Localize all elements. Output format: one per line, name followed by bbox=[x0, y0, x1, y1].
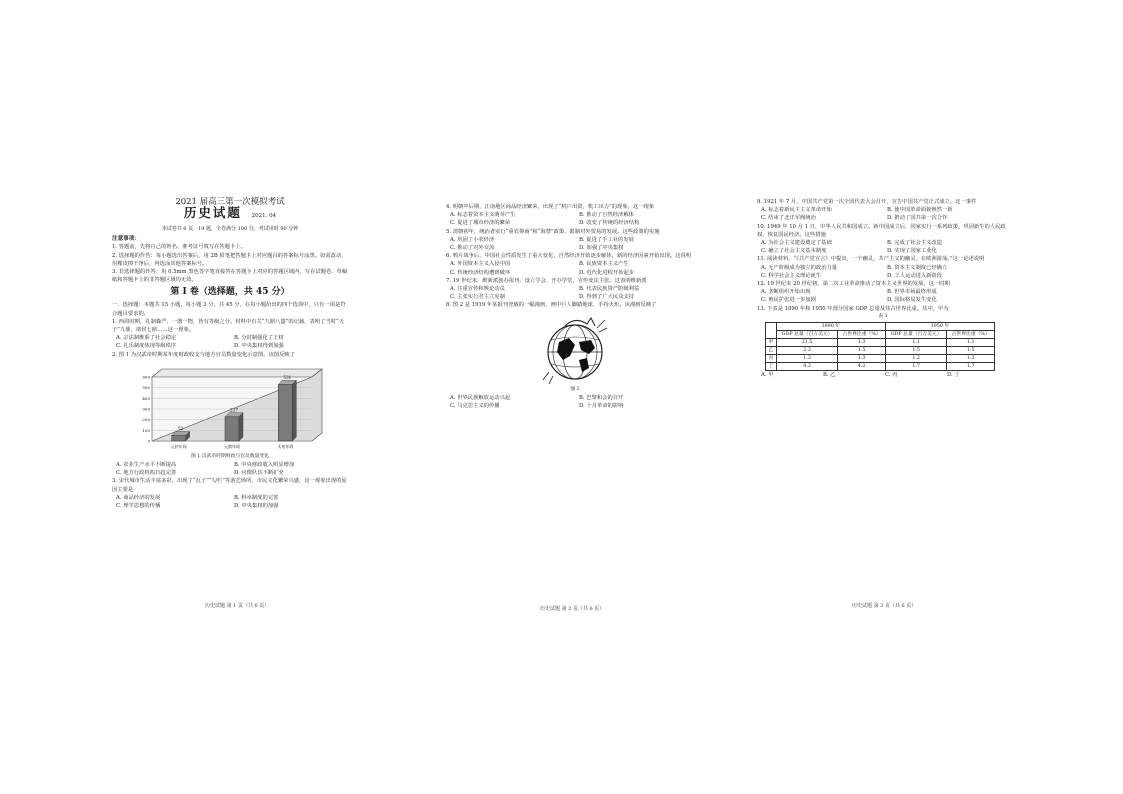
globe-cartoon bbox=[535, 312, 615, 386]
table-row bbox=[766, 347, 995, 355]
table-cell: 1.5 bbox=[885, 347, 947, 355]
chart-category-label: 元狩年间 bbox=[170, 443, 187, 449]
option: B. 资本主义制度已经确立 bbox=[887, 264, 948, 271]
question-4: 4. 明朝中后期，江南地区商品经济繁荣，出现了“机户出资，机工出力”的现象，这一现象 bbox=[446, 204, 655, 210]
table-corner bbox=[766, 323, 777, 339]
table-cell: 2.2 bbox=[776, 347, 838, 355]
option: C. 地方行政机构日趋完善 bbox=[116, 470, 177, 477]
table-cell: 1.7 bbox=[947, 363, 995, 371]
option: A. 甲 bbox=[761, 372, 774, 379]
option: B. 推动了自然经济解体 bbox=[579, 212, 634, 219]
question-12: 12. 19 世纪末 20 世纪初，第二次工业革命推动了资本主义世界的发展，这一时期 bbox=[757, 281, 950, 288]
table-row bbox=[766, 363, 995, 371]
question-13-options bbox=[761, 371, 1009, 379]
page-footer-2: 历史试题 第 2 页（共 6 页） bbox=[540, 606, 605, 612]
chart-category-label: 元鼎年间 bbox=[224, 443, 240, 449]
question-10: 10. 1949 年 10 月 1 日，中华人民共和国成立。新中国成立后，国家实行一系列政策，巩固新生的人民政权，恢复国民经济。这些措施 bbox=[757, 223, 1006, 238]
question-12-options bbox=[761, 288, 1009, 304]
option: C. 理学思想的传播 bbox=[116, 503, 161, 510]
option: D. 中央集权的加强 bbox=[234, 503, 279, 510]
option: D. 近代化进程开始起步 bbox=[579, 269, 635, 276]
question-9-options bbox=[761, 206, 1009, 222]
question-1-options bbox=[116, 334, 348, 350]
question-7-options bbox=[450, 285, 704, 301]
option: D. 十月革命的影响 bbox=[579, 403, 624, 410]
table-caption: 表 1 bbox=[878, 313, 888, 319]
question-3: 3. 宋代城市生活丰富多彩，出现了“瓦子”“勾栏”等游艺场所，市民文化繁荣兴盛，这一现象出现的原因主要是 bbox=[112, 478, 347, 493]
notice-item: 1. 答题前，先将自己的姓名、准考证号填写在答题卡上。 bbox=[112, 244, 246, 251]
option: A. 宗法制维系了社会稳定 bbox=[116, 335, 177, 342]
option: B. 完成了社会主义改造 bbox=[887, 240, 942, 247]
table-row bbox=[766, 339, 995, 347]
chart-data-label: 531 bbox=[283, 374, 292, 380]
option: A. 注重宣传和舆论动员 bbox=[450, 286, 505, 293]
question-11: 11. 阅读材料，“《共产党宣言》中提出，一个幽灵，共产主义的幽灵，在欧洲游荡。”这一论述说明 bbox=[757, 256, 985, 263]
option: C. 礼乐制度体现等级秩序 bbox=[116, 343, 177, 350]
chart-y-tick-label: 500 bbox=[142, 385, 150, 391]
option: D. 实现了国家工业化 bbox=[887, 248, 937, 255]
table-cell: 甲 bbox=[766, 339, 777, 347]
question-8-options bbox=[450, 394, 704, 410]
option: B. 促进了手工业的发展 bbox=[579, 236, 634, 243]
question-1: 1. 西周时期，礼制森严，一器一物，皆有等级之分。材料中有关“九鼎八簋”的记载，表明了当时“天子”九鼎，诸侯七鼎……这一现象。 bbox=[112, 318, 345, 334]
table-cell: 1.3 bbox=[838, 339, 886, 347]
table-cell: 4.2 bbox=[838, 363, 886, 371]
section-intro: 一、选择题：本题共 15 小题，每小题 3 分，共 45 分。在每小题给出的四个选项中，只有一项是符合题目要求的。 bbox=[112, 302, 346, 317]
chart-bar-side bbox=[292, 380, 296, 441]
bar-chart-svg bbox=[122, 361, 342, 453]
option: D. 国际格局发生变化 bbox=[887, 297, 937, 304]
table-cell: 1.7 bbox=[885, 363, 947, 371]
chart-bar-side bbox=[239, 413, 243, 441]
table-cell: 乙 bbox=[766, 347, 777, 355]
chart-y-tick-label: 400 bbox=[142, 395, 150, 401]
table-col-share: 占世界比重（%） bbox=[838, 331, 886, 339]
option: C. 传统经济结构遭到破坏 bbox=[450, 269, 511, 276]
chart-data-label: 227 bbox=[230, 407, 238, 413]
globe-banner bbox=[565, 318, 595, 326]
chart-y-tick-label: 200 bbox=[142, 417, 150, 423]
chart-y-tick-label: 300 bbox=[142, 406, 150, 412]
question-2: 2. 图 1 为汉武帝时期某年度财政收支与地方官员数量变化示意图。该图反映了 bbox=[112, 351, 295, 358]
option: D. 丁 bbox=[947, 372, 960, 379]
exam-title: 2021 届高三第一次模拟考试 bbox=[175, 197, 285, 207]
notice-item: 2. 选择题的作答：每小题选出答案后，用 2B 铅笔把答题卡上对应题目的答案标号涂黑。如需改动，用橡皮擦干净后，再选涂其他答案标号。 bbox=[112, 252, 347, 267]
option: C. 主张实行君主立宪制 bbox=[450, 294, 505, 301]
globe-flourish bbox=[597, 320, 607, 332]
table-year-1: 1890 年 bbox=[776, 323, 885, 331]
table-cell: 丁 bbox=[766, 363, 777, 371]
table-cell: 1.3 bbox=[776, 355, 838, 363]
globe-cartoon-svg bbox=[535, 312, 615, 386]
question-10-options bbox=[761, 239, 1009, 255]
chart-caption: 图 1 汉武帝时期财政与官员数量变化 bbox=[190, 453, 270, 459]
table-cell: 4.2 bbox=[776, 363, 838, 371]
option: A. 世界民族解放运动兴起 bbox=[450, 394, 511, 401]
question-3-options bbox=[116, 494, 348, 510]
table-year-2: 1950 年 bbox=[885, 323, 994, 331]
notice-item: 3. 非选择题的作答：用 0.5mm 黑色签字笔直接答在答题卡上对应的答题区域内，写在试题卷、草稿纸和答题卡上的非答题区域均无效。 bbox=[112, 269, 348, 284]
option: D. 加强了中央集权 bbox=[579, 245, 624, 252]
option: A. 商品经济的发展 bbox=[116, 494, 161, 501]
table-col-gdp: GDP 总量（百万美元） bbox=[885, 331, 947, 339]
chart-category-labels bbox=[171, 443, 294, 449]
table-col-gdp: GDP 总量（百万美元） bbox=[776, 331, 838, 339]
question-5-options bbox=[450, 236, 704, 252]
subject-title: 历史试题 bbox=[183, 205, 242, 220]
table-cell: 1.5 bbox=[838, 347, 886, 355]
option: B. 代表民族资产阶级利益 bbox=[579, 286, 640, 293]
notice-heading: 注意事项： bbox=[112, 236, 140, 243]
table-cell: 1.1 bbox=[947, 339, 995, 347]
option: A. 垄断组织开始出现 bbox=[761, 289, 811, 296]
page-footer-1: 历史试题 第 1 页（共 6 页） bbox=[205, 603, 270, 609]
table-cell: 1.2 bbox=[947, 355, 995, 363]
globe-flourish bbox=[543, 372, 553, 384]
option: A. 外国资本主义入侵中国 bbox=[450, 261, 511, 268]
option: C. 丙 bbox=[885, 372, 898, 379]
option: B. 民族资本主义产生 bbox=[579, 261, 629, 268]
option: B. 分封制强化了王权 bbox=[234, 335, 284, 342]
exam-date: 2021. 04 bbox=[251, 213, 277, 219]
option: A. 标志着资本主义萌芽产生 bbox=[450, 212, 516, 219]
table-cell: 丙 bbox=[766, 355, 777, 363]
option: A. 为社会主义建设奠定了基础 bbox=[761, 240, 832, 247]
option: B. 乙 bbox=[823, 372, 836, 379]
question-6: 6. 鸦片战争后，中国社会性质发生了重大变化，自然经济开始逐步解体，新的经济因素开始出现。这说明 bbox=[446, 253, 692, 260]
chart-bar bbox=[278, 384, 292, 441]
column-1 bbox=[112, 196, 348, 510]
option: D. 推动了国共第一次合作 bbox=[887, 215, 948, 222]
option: D. 工人运动进入新阶段 bbox=[887, 272, 943, 279]
chart-y-ticks bbox=[142, 374, 150, 443]
question-9: 9. 1921 年 7 月，中国共产党第一次全国代表大会召开，宣告中国共产党正式成立。这一事件 bbox=[757, 199, 977, 205]
bar-chart bbox=[122, 361, 342, 453]
option: A. 巩固了小农经济 bbox=[450, 236, 495, 243]
chart-y-tick-label: 100 bbox=[142, 427, 150, 433]
option: B. 巴黎和会的召开 bbox=[579, 394, 624, 401]
option: D. 得到了广大民众支持 bbox=[579, 294, 635, 301]
table-header-row bbox=[766, 323, 995, 331]
option: C. 促进了城市经济的繁荣 bbox=[450, 220, 511, 227]
column-3 bbox=[757, 198, 1009, 379]
question-8: 8. 图 2 是 1919 年某报刊登载的一幅漫画，画中巨人脚踏地球，手持火炬。该漫画反映了 bbox=[446, 302, 657, 309]
option: D. 改变了传统的经济结构 bbox=[579, 220, 640, 227]
option: C. 科学社会主义理论诞生 bbox=[761, 272, 822, 279]
question-6-options bbox=[450, 260, 704, 276]
option: C. 殖民扩张进一步加剧 bbox=[761, 297, 816, 304]
option: D. 中央集权得到加强 bbox=[234, 343, 284, 350]
question-4-options bbox=[450, 211, 704, 227]
table-cell: 1.3 bbox=[838, 355, 886, 363]
option: A. 无产阶级成为独立的政治力量 bbox=[761, 264, 838, 271]
page-footer-3: 历史试题 第 3 页（共 6 页） bbox=[852, 603, 917, 609]
chart-y-tick-label: 0 bbox=[147, 438, 150, 444]
option: B. 科举制度的完善 bbox=[234, 494, 279, 501]
table-cell: 1.2 bbox=[885, 355, 947, 363]
chart-category-label: 太初年间 bbox=[277, 443, 294, 449]
table-cell: 1.1 bbox=[885, 339, 947, 347]
table-subheader-row bbox=[766, 331, 995, 339]
option: C. 推动了对外交流 bbox=[450, 245, 495, 252]
gdp-table bbox=[765, 322, 995, 371]
question-11-options bbox=[761, 264, 1009, 280]
option: B. 世界市场最终形成 bbox=[887, 289, 937, 296]
question-5: 5. 清朝初年，统治者实行“重农抑商”和“海禁”政策，限制对外贸易的发展。这些政策的实施 bbox=[446, 228, 660, 235]
option: C. 确立了社会主义基本制度 bbox=[761, 248, 827, 255]
column-2 bbox=[446, 203, 704, 410]
section-title: 第 I 卷（选择题，共 45 分） bbox=[170, 287, 290, 298]
chart-data-label: 52 bbox=[177, 425, 184, 431]
table-cell: 21.5 bbox=[776, 339, 838, 347]
chart-y-tick-label: 600 bbox=[142, 374, 150, 380]
chart-bar bbox=[172, 435, 186, 441]
chart-bar bbox=[225, 417, 239, 441]
subject-row bbox=[112, 205, 348, 225]
table-col-share: 占世界比重（%） bbox=[947, 331, 995, 339]
question-2-options bbox=[116, 461, 348, 477]
option: B. 中央财政收入明显增加 bbox=[234, 462, 295, 469]
option: C. 结束了北洋军阀统治 bbox=[761, 215, 816, 222]
score-line: 本试卷共 6 页，19 题，全卷满分 100 分，考试用时 90 分钟 bbox=[161, 226, 299, 232]
option: A. 标志着新民主主义革命开始 bbox=[761, 207, 832, 214]
question-7: 7. 19 世纪末，维新派创办报刊、设立学会、开办学堂，宣传变法主张。这表明维新派 bbox=[446, 277, 647, 284]
option: B. 使中国革命面貌焕然一新 bbox=[887, 207, 953, 214]
chart-top-frame bbox=[152, 369, 322, 377]
question-13: 13. 下表是 1890 年和 1950 年部分国家 GDP 总量及其占世界比重。其中，甲为 bbox=[757, 305, 949, 312]
option: A. 农业生产水平不断提高 bbox=[116, 462, 177, 469]
globe-caption: 图 2 bbox=[570, 386, 580, 392]
table-cell: 1.5 bbox=[947, 347, 995, 355]
option: C. 马克思主义的传播 bbox=[450, 403, 500, 410]
table-row bbox=[766, 355, 995, 363]
option: D. 官僚队伍不断扩充 bbox=[234, 470, 284, 477]
